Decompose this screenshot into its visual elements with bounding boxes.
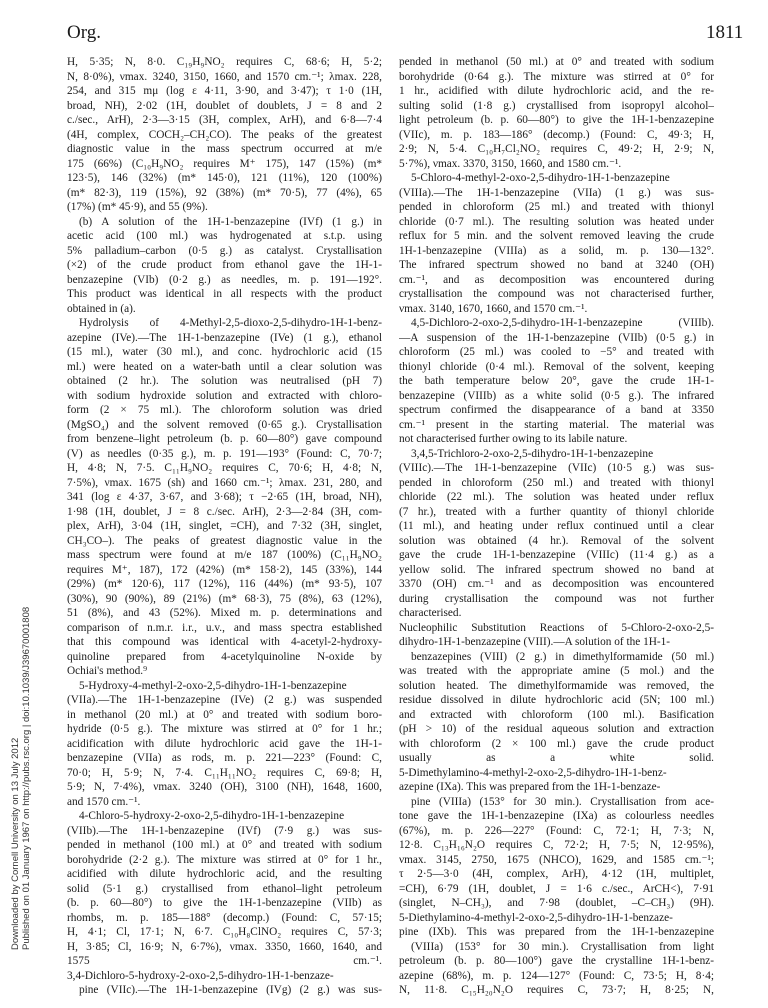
text-line: τ 2·5—3·0 (4H, complex, ArH), 4·12 (1H, multiplet,: [399, 868, 714, 880]
text-line: azepine (68%), m. p. 124—127° (Found: C, 73·5; H, 8·4;: [399, 969, 714, 982]
text-line: hydride (0·5 g.). The mixture was stirred at 0° for 1 hr.;: [67, 723, 382, 735]
text-line: 5·9; N, 7·4%), νmax. 3240 (OH), 3100 (NH), 1648, 1600,: [67, 781, 382, 793]
text-line: (singlet, N–CH₃), and 7·98 (doublet, –C–CH₃) (9H).: [399, 897, 714, 909]
journal-header: Org.: [67, 22, 101, 43]
text-line: benzazepine (VIIIb) as a white solid (0·5 g.). The infrared: [399, 389, 714, 402]
text-line: 1 hr., acidified with dilute hydrochloric acid, and the re-: [399, 85, 714, 97]
right-column: [399, 55, 714, 998]
text-line: (VIIIc).—The 1H-1-benzazepine (VIIc) (10·5 g.) was sus-: [399, 462, 714, 474]
text-line: benzazepine (VIb) (0·2 g.) as needles, m. p. 191—192°.: [67, 273, 382, 286]
text-line: cm.⁻¹, and as decomposition was encountered during: [399, 273, 714, 286]
text-line: thionyl chloride (0·4 ml.). Removal of the solvent, keeping: [399, 360, 714, 373]
text-line: that this compound was identical with 4-acetyl-2-hydroxy-: [67, 636, 382, 648]
text-line: (VIIIa) (153° for 30 min.). Crystallisation from light: [411, 940, 714, 953]
text-line: pine (VIIIa) (153° for 30 min.). Crystallisation from ace-: [411, 795, 714, 808]
text-line: 1575 cm.⁻¹.: [67, 955, 382, 967]
text-line: 254, and 315 mμ (log ε 4·11, 3·90, and 3·47); τ 1·0 (1H,: [67, 85, 382, 97]
text-line: pine (VIIc).—The 1H-1-benzazepine (IVg) (2 g.) was sus-: [79, 984, 382, 996]
text-line: 5-Chloro-4-methyl-2-oxo-2,5-dihydro-1H-1-benzazepine: [411, 172, 670, 184]
text-line: (VIIIa).—The 1H-1-benzazepine (VIIa) (1 g.) was sus-: [399, 186, 714, 199]
text-line: rhombs, m. p. 185—188° (decomp.) (Found: C, 57·15;: [67, 911, 382, 924]
text-line: comparison of n.m.r. i.r., u.v., and mass spectra established: [67, 621, 382, 634]
text-line: CH₃CO–). The peaks of greatest diagnostic value in the: [67, 534, 382, 547]
text-line: H, 5·35; N, 8·0. C₁₉H₉NO₂ requires C, 68·6; H, 5·2;: [67, 56, 382, 68]
text-line: light petroleum (b. p. 60—80°) to give the 1H-1-benzazepine: [399, 114, 714, 126]
text-line: 7·5%), νmax. 1675 (sh) and 1660 cm.⁻¹; λmax. 231, 280, and: [67, 476, 382, 489]
text-line: 3370 (OH) cm.⁻¹ and as decomposition was encountered: [399, 578, 714, 590]
text-line: residue dissolved in dilute hydrochloric acid (5N; 100 ml.): [399, 694, 714, 706]
text-line: yellow solid. The infrared spectrum showed no band at: [399, 563, 714, 576]
text-line: dihydro-1H-1-benzazepine (VIII).—A solution of the 1H-1-: [399, 636, 671, 648]
text-line: was treated with the appropriate amine (5 mol.) and the: [399, 665, 714, 677]
text-line: pended in methanol (50 ml.) at 0° and treated with sodium: [399, 56, 714, 68]
text-line: ml.) were heated on a water-bath until a clear solution was: [67, 360, 382, 373]
text-line: 3,4-Dichloro-5-hydroxy-2-oxo-2,5-dihydro-1H-1-benzaze-: [67, 969, 334, 982]
text-line: pended in chloroform (250 ml.) and treated with thionyl: [399, 476, 714, 489]
text-line: (b. p. 60—80°) to give the 1H-1-benzazepine (VIIb) as: [67, 897, 382, 909]
text-line: gave the crude 1H-1-benzazepine (VIIIc) (11·4 g.) as a: [399, 549, 714, 561]
text-line: —A suspension of the 1H-1-benzazepine (VIIb) (0·5 g.) in: [399, 331, 714, 344]
text-line: during crystallisation the compound was not further: [399, 592, 714, 605]
text-line: Hydrolysis of 4-Methyl-2,5-dioxo-2,5-dihydro-1H-1-benz-: [79, 317, 382, 329]
text-line: (30%), 90 (90%), 89 (21%) (m* 68·3), 75 (8%), 63 (12%),: [67, 592, 382, 605]
text-line: sulting solid (1·8 g.) crystallised from isopropyl alcohol–: [399, 99, 714, 112]
download-sidebar: [10, 606, 32, 951]
text-line: Ochiai's method.⁹: [67, 665, 148, 677]
text-line: (15 ml.), water (30 ml.), and conc. hydrochloric acid (15: [67, 346, 382, 358]
text-line: νmax. 3140, 1670, 1660, and 1570 cm.⁻¹.: [399, 302, 588, 315]
text-line: (×2) of the crude product from ethanol gave the 1H-1-: [67, 259, 382, 271]
text-line: the bath temperature below 20°, gave the crude 1H-1-: [399, 375, 714, 387]
text-line: 4-Chloro-5-hydroxy-2-oxo-2,5-dihydro-1H-1-benzazepine: [79, 810, 345, 822]
text-line: mass spectrum were found at m/e 187 (100%) (C₁₁H₉NO₂: [67, 549, 382, 561]
text-line: benzazepines (VIII) (2 g.) in dimethylformamide (50 ml.): [411, 650, 714, 663]
text-line: pine (IXb). This was prepared from the 1H-1-benzazepine: [399, 926, 714, 938]
text-line: requires M⁺, 187), 172 (42%) (m* 158·2), 145 (33%), 144: [67, 563, 382, 576]
text-line: with sodium hydroxide solution and extracted with chloro-: [67, 389, 382, 402]
text-line: H, 4·1; Cl, 17·1; N, 6·7. C₁₀H₈ClNO₂ requires C, 57·3;: [67, 926, 382, 938]
text-line: and extracted with chloroform (100 ml.). Basification: [399, 708, 714, 721]
text-line: (VIIc), m. p. 183—186° (decomp.) (Found: C, 49·3; H,: [399, 128, 714, 141]
text-line: N, 8·0%), νmax. 3240, 3150, 1660, and 1570 cm.⁻¹; λmax. 228,: [67, 70, 382, 83]
text-line: pended in chloroform (25 ml.) and treated with thionyl: [399, 201, 714, 213]
text-line: (17%) (m* 45·9), and 55 (9%).: [67, 201, 208, 213]
text-line: 5-Dimethylamino-4-methyl-2-oxo-2,5-dihydro-1H-1-benz-: [399, 766, 667, 779]
text-line: borohydride (2·2 g.). The mixture was stirred at 0° for 1 hr.,: [67, 853, 382, 866]
text-line: (m* 82·3), 119 (15%), 92 (38%) (m* 70·5), 77 (4%), 65: [67, 186, 382, 199]
text-line: (MgSO₄) and the solvent removed (0·65 g.). Crystallisation: [67, 418, 382, 431]
text-line: plex, ArH), 3·04 (1H, singlet, =CH), and 7·32 (3H, singlet,: [67, 520, 382, 532]
text-line: =CH), 6·79 (1H, doublet, J = 1·6 c./sec., ArCH<), 7·91: [399, 882, 714, 895]
text-line: Nucleophilic Substitution Reactions of 5-Chloro-2-oxo-2,5-: [399, 621, 714, 634]
text-line: azepine (IXa). This was prepared from the 1H-1-benzaze-: [399, 781, 661, 793]
text-line: petroleum (b. p. 80—100°) gave the crystalline 1H-1-benz-: [399, 955, 714, 967]
text-line: with chloroform (2 × 100 ml.) gave the crude product: [399, 737, 714, 750]
text-line: azepine (IVe).—The 1H-1-benzazepine (IVe) (1 g.), ethanol: [67, 331, 382, 344]
text-line: 341 (log ε 4·37, 3·67, and 3·68); τ −2·65 (1H, broad, NH),: [67, 491, 382, 503]
text-line: (29%) (m* 120·6), 117 (12%), 116 (44%) (m* 93·5), 107: [67, 578, 382, 590]
text-line: 5-Hydroxy-4-methyl-2-oxo-2,5-dihydro-1H-1-benzazepine: [79, 679, 347, 692]
text-line: 5·7%), νmax. 3370, 3150, 1660, and 1580 cm.⁻¹.: [399, 157, 622, 170]
text-line: acetic acid (100 ml.) was hydrogenated at s.t.p. using: [67, 230, 382, 242]
text-line: This product was identical in all respects with the product: [67, 288, 382, 300]
text-line: (b) A solution of the 1H-1-benzazepine (IVf) (1 g.) in: [79, 215, 382, 228]
text-line: not characterised further owing to its labile nature.: [399, 433, 628, 445]
left-column: [67, 55, 382, 998]
text-line: diagnostic value in the mass spectrum occurred at m/e: [67, 143, 382, 155]
text-line: (V) as needles (0·35 g.), m. p. 191—193° (Found: C, 70·7;: [67, 447, 382, 460]
text-line: 123·5), 146 (32%) (m* 145·0), 121 (11%), 120 (100%): [67, 172, 382, 184]
text-line: 5-Diethylamino-4-methyl-2-oxo-2,5-dihydro-1H-1-benzaze-: [399, 911, 673, 924]
text-line: obtained (2 hr.). The solution was neutralised (pH 7): [67, 375, 382, 387]
text-line: characterised.: [399, 607, 462, 619]
text-line: 5% palladium–carbon (0·5 g.) as catalyst. Crystallisation: [67, 244, 382, 257]
text-line: (4H, complex, COCH₂–CH₂CO). The peaks of the greatest: [67, 128, 382, 141]
text-line: form (2 × 75 ml.). The chloroform solution was dried: [67, 404, 382, 416]
text-line: quinoline prepared from 4-acetylquinoline N-oxide by: [67, 650, 382, 663]
text-line: cm.⁻¹ present in the starting material. The material was: [399, 418, 714, 431]
text-line: N, 11·8. C₁₅H₂₀N₂O requires C, 73·7; H, 8·25; N,: [399, 984, 714, 996]
text-line: (pH > 10) of the residual aqueous solution and extraction: [399, 723, 714, 735]
text-line: (VIIb).—The 1H-1-benzazepine (IVf) (7·9 g.) was sus-: [67, 824, 382, 837]
text-line: tone gave the 1H-1-benzazepine (IXa) as colourless needles: [399, 810, 714, 822]
sidebar-line-download[interactable]: Downloaded by Cornell University on 13 July 2012: [10, 737, 21, 950]
text-line: in methanol (20 ml.) at 0° and treated with sodium boro-: [67, 708, 382, 721]
text-line: (VIIa).—The 1H-1-benzazepine (IVe) (2 g.) was suspended: [67, 694, 382, 706]
text-line: 12·8. C₁₃H₁₆N₂O requires C, 72·2; H, 7·5; N, 12·95%),: [399, 839, 714, 851]
text-line: (7 hr.), treated with a further quantity of thionyl chloride: [399, 505, 714, 518]
text-line: broad, NH), 2·02 (1H, doublet of doublets, J = 8 and 2: [67, 99, 382, 112]
page-number: 1811: [706, 22, 744, 43]
sidebar-line-doi[interactable]: Published on 01 January 1967 on http://pubs.rsc.org | doi:10.1039/J39670001808: [21, 606, 32, 950]
text-line: solution heated. The dimethylformamide was removed, the: [399, 679, 714, 692]
text-line: The infrared spectrum showed no band at 3240 (OH): [399, 259, 714, 271]
text-line: pended in methanol (100 ml.) at 0° and treated with sodium: [67, 839, 382, 851]
text-line: H, 3·85; Cl, 16·9; N, 6·7%), νmax. 3350, 1660, 1640, and: [67, 940, 382, 953]
text-line: crystallisation the compound was not characterised further,: [399, 288, 714, 300]
text-line: and 1570 cm.⁻¹.: [67, 795, 141, 808]
text-line: reflux for 5 min. and the solvent removed leaving the crude: [399, 230, 714, 242]
text-line: (11 ml.), and heating under reflux continued until a clear: [399, 520, 714, 532]
text-line: H, 4·8; N, 7·5. C₁₁H₉NO₂ requires C, 70·6; H, 4·8; N,: [67, 462, 382, 474]
text-line: borohydride (0·64 g.). The mixture was stirred at 0° for: [399, 70, 714, 83]
text-line: 51 (8%), and 43 (52%). Mixed m. p. determinations and: [67, 607, 382, 619]
text-line: 2·9; N, 5·4. C₁₀H₇Cl₂NO₂ requires C, 49·2; H, 2·9; N,: [399, 143, 714, 155]
text-line: chloride (22 ml.). The solution was heated under reflux: [399, 491, 714, 503]
text-line: 1·98 (1H, doublet, J = 8 c./sec. ArH), 2·3—2·84 (3H, com-: [67, 505, 382, 518]
text-line: νmax. 3145, 2750, 1675 (NHCO), 1629, and 1585 cm.⁻¹;: [399, 853, 714, 866]
text-line: benzazepine (VIIa) as rods, m. p. 221—223° (Found: C,: [67, 752, 382, 764]
text-line: usually as a white solid.: [399, 752, 714, 764]
text-line: chloride (0·7 ml.). The resulting solution was heated under: [399, 215, 714, 228]
text-line: c./sec., ArH), 2·3—3·15 (3H, complex, ArH), and 6·8—7·4: [67, 114, 382, 126]
text-line: chloroform (25 ml.) was cooled to −5° and treated with: [399, 346, 714, 358]
text-line: 70·0; H, 5·9; N, 7·4. C₁₁H₁₁NO₂ requires C, 69·8; H,: [67, 766, 382, 779]
text-line: acidified with dilute hydrochloric acid, and the resulting: [67, 868, 382, 880]
text-line: spectrum confirmed the disappearance of a band at 3350: [399, 404, 714, 416]
text-line: (67%), m. p. 226—227° (Found: C, 72·1; H, 7·3; N,: [399, 824, 714, 837]
text-line: solid (5·1 g.) crystallised from ethanol–light petroleum: [67, 882, 382, 895]
text-line: acidification with dilute hydrochloric acid gave the 1H-1-: [67, 737, 382, 750]
text-line: 1H-1-benzazepine (VIIIa) as a solid, m. p. 130—132°.: [399, 244, 714, 257]
text-line: 3,4,5-Trichloro-2-oxo-2,5-dihydro-1H-1-benzazepine: [411, 447, 654, 460]
text-line: obtained in (a).: [67, 302, 136, 315]
text-line: from benzene–light petroleum (b. p. 60—80°) gave compound: [67, 433, 382, 445]
text-line: 4,5-Dichloro-2-oxo-2,5-dihydro-1H-1-benzazepine (VIIIb).: [411, 317, 714, 329]
text-line: solution was obtained (4 hr.). Removal of the solvent: [399, 534, 714, 547]
text-line: 175 (66%) (C₁₀H₉NO₂ requires M⁺ 175), 147 (15%) (m*: [67, 157, 382, 170]
